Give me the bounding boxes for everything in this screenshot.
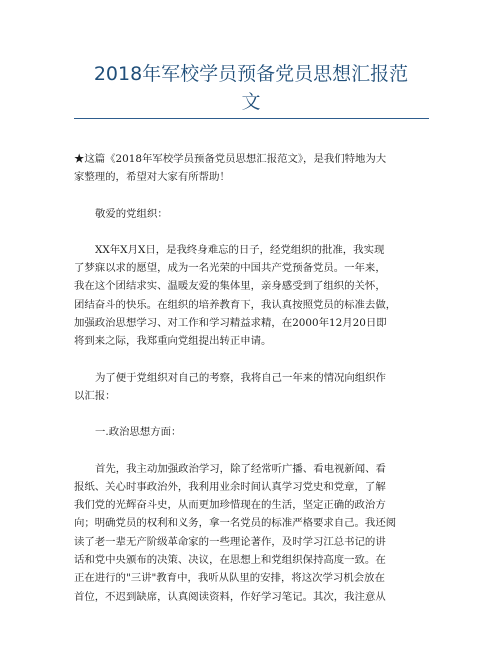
- document-body: [74, 150, 434, 624]
- text-line: 向；明确党员的权利和义务，拿一名党员的标准严格要求自己。我还阅: [74, 517, 397, 530]
- title-divider: [74, 118, 429, 119]
- text-line: 报纸、关心时事政治外，我利用业余时间认真学习党史和党章，了解: [74, 480, 386, 493]
- text-line: 话和党中央颁布的决策、决议，在思想上和党组织保持高度一致。在: [74, 554, 386, 567]
- document-title: [40, 60, 462, 116]
- text-line: 我们党的光辉奋斗史，从而更加珍惜现在的生活，坚定正确的政治方: [74, 499, 386, 512]
- text-line: 正在进行的"三讲"教育中，我听从队里的安排，将这次学习机会放在: [74, 572, 385, 585]
- body-paragraph: [74, 369, 434, 406]
- text-line: 家整理的，希望对大家有所帮助！: [74, 171, 230, 184]
- text-line: 我在这个团结求实、温暖友爱的集体里，亲身感受到了组织的关怀，: [74, 280, 386, 293]
- title-line: 2018年军校学员预备党员思想汇报范: [93, 63, 409, 85]
- text-line: 以汇报：: [74, 389, 116, 402]
- text-line: XX年X月X日，是我终身难忘的日子，经党组织的批准，我实现: [95, 243, 385, 256]
- text-line: 首位，不迟到缺席，认真阅读资料，作好学习笔记。其次，我注意从: [74, 590, 386, 603]
- section-heading: [74, 423, 434, 441]
- text-line: 一.政治思想方面：: [95, 426, 182, 439]
- text-line: 团结奋斗的快乐。在组织的培养教育下，我认真按照党员的标准去做，: [74, 298, 397, 311]
- text-line: 首先，我主动加强政治学习，除了经常听广播、看电视新闻、看: [95, 462, 386, 475]
- body-paragraph: [74, 460, 434, 606]
- salutation-paragraph: [74, 205, 434, 223]
- text-line: 敬爱的党组织：: [95, 207, 168, 220]
- intro-paragraph: [74, 150, 434, 187]
- text-line: 读了老一辈无产阶级革命家的一些理论著作，及时学习江总书记的讲: [74, 535, 386, 548]
- text-line: 将到来之际，我郑重向党组提出转正申请。: [74, 335, 272, 348]
- title-line: 文: [241, 91, 261, 113]
- text-line: 了梦寐以求的愿望，成为一名光荣的中国共产党预备党员。一年来，: [74, 262, 386, 275]
- body-paragraph: [74, 241, 434, 351]
- text-line: 加强政治思想学习、对工作和学习精益求精，在2000年12月20日即: [74, 317, 387, 330]
- text-line: ★这篇《2018年军校学员预备党员思想汇报范文》，是我们特地为大: [74, 153, 387, 165]
- text-line: 为了便于党组织对自己的考察，我将自己一年来的情况向组织作: [95, 371, 386, 384]
